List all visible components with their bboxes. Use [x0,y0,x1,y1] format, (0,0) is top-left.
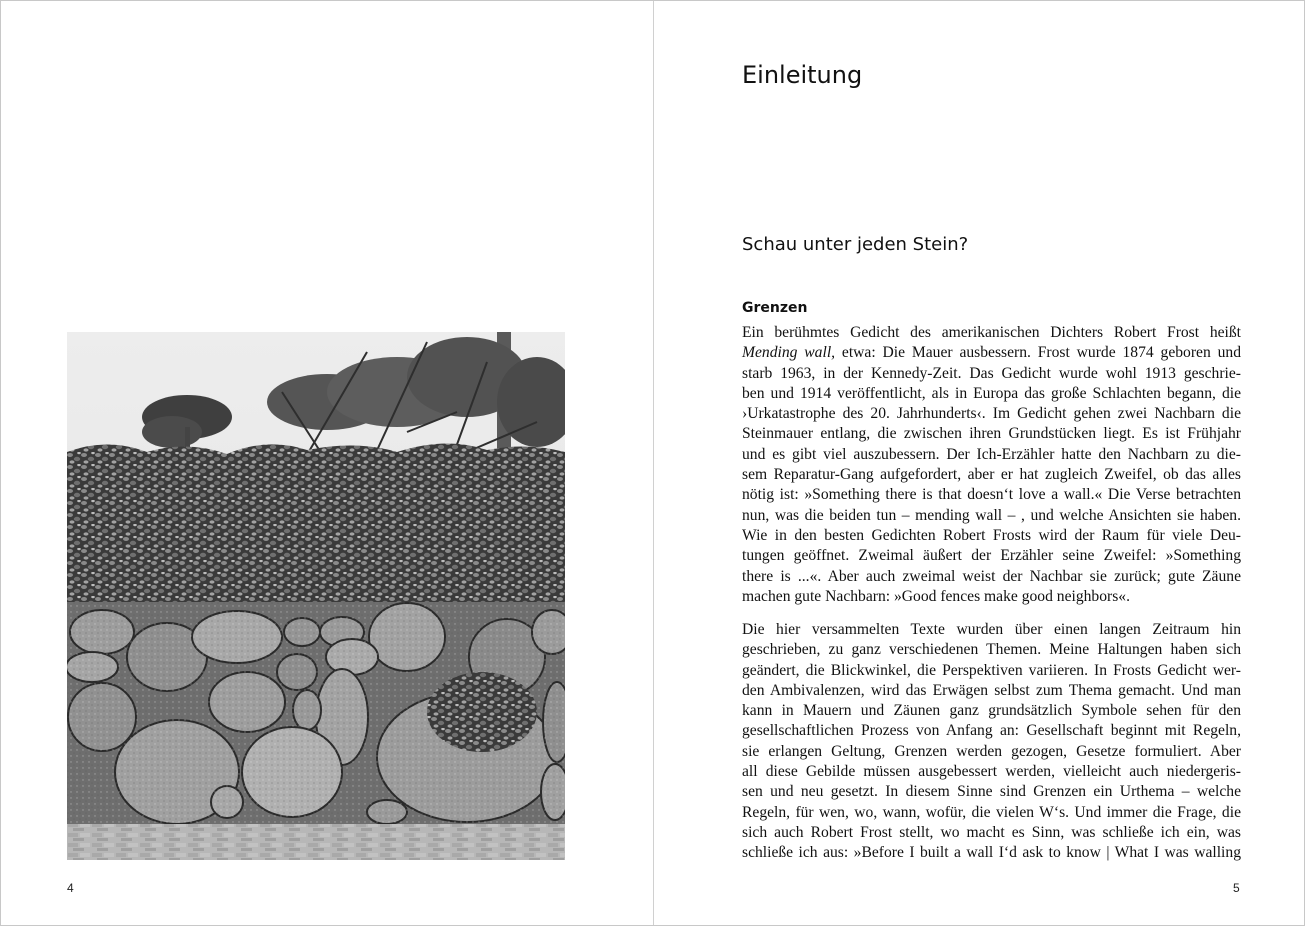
text-line: den Ambivalenzen, wird das Erwägen selbst zum Thema gemacht. Und man [742,681,1241,699]
text-line: starb 1963, in der Kennedy-Zeit. Das Gedicht wurde wohl 1913 geschrie- [742,364,1241,382]
page-gutter [653,1,654,925]
text-line: Regeln, für wen, wo, wann, wofür, die vielen W‘s. Und immer die Frage, die [742,803,1241,821]
text-line: sie erlangen Geltung, Grenzen werden gezogen, Gesetze formuliert. Aber [742,742,1241,760]
text-line: kann in Mauern und Zäunen ganz grundsätzlich Symbole sehen für den [742,702,1241,720]
text-line: ›Urkatastrophe des 20. Jahrhunderts‹. Im Gedicht gehen zwei Nachbarn die [742,405,1241,423]
text-line: und es gibt viel auszubessern. Der Ich-Erzähler hatte den Nachbarn zu die- [742,445,1241,463]
page-number-left: 4 [67,881,74,895]
text-line [742,343,1241,363]
text-span: etwa: Die Mauer ausbessern. Frost wurde 1874 geboren und [835,344,1241,362]
chapter-title: Einleitung [742,61,863,89]
text-line: nötig ist: »Something there is that doesn‘t love a wall.« Die Verse betrachten [742,486,1241,504]
paragraph-1 [742,323,1241,607]
text-line: geändert, die Blickwinkel, die Perspektiven variieren. In Frosts Gedicht wer- [742,661,1241,679]
text-line: geschrieben, zu ganz verschiedenen Themen. Meine Haltungen haben sich [742,641,1241,659]
text-line: Die hier versammelten Texte wurden über einen langen Zeitraum hin [742,621,1241,638]
italic-title: Mending wall, [742,344,836,362]
page-number-right: 5 [1233,881,1240,895]
subsection-heading: Grenzen [742,300,808,316]
stone-wall-photo [67,332,565,860]
section-subtitle: Schau unter jeden Stein? [742,234,969,255]
text-line: schließe ich aus: »Before I built a wall I‘d ask to know | What I was walling [742,844,1241,862]
text-line: all diese Gebilde müssen ausgebessert werden, vielleicht auch niedergeris- [742,763,1241,781]
text-line: ben und 1914 veröffentlicht, als in Europa das große Schlachten begann, die [742,384,1241,402]
paragraph-2 [742,620,1241,864]
text-line: Steinmauer entlang, die zwischen ihren Grundstücken liegt. Es ist Frühjahr [742,425,1241,443]
text-line: sich auch Robert Frost stellt, wo macht es Sinn, was schließe ich ein, was [742,823,1241,841]
text-line: there is ...«. Aber auch zweimal weist der Nachbar sie zurück; gute Zäune [742,567,1241,585]
text-line: nun, was die beiden tun – mending wall – , und welche Ansichten sie haben. [742,506,1241,524]
text-line: sen und neu gesetzt. In diesem Sinne sind Grenzen ein Urthema – welche [742,783,1241,801]
text-line: gesellschaftlichen Prozess von Anfang an: Gesellschaft beginnt mit Regeln, [742,722,1241,740]
text-line: Wie in den besten Gedichten Robert Frosts wird der Raum für viele Deu- [742,526,1241,544]
text-line: sem Reparatur-Gang aufgefordert, aber er hat zugleich Zweifel, ob das alles [742,466,1241,484]
text-line: Ein berühmtes Gedicht des amerikanischen Dichters Robert Frost heißt [742,324,1241,341]
text-line: tungen geöffnet. Zweimal äußert der Erzähler seine Zweifel: »Something [742,547,1241,565]
text-line: machen gute Nachbarn: »Good fences make good neighbors«. [742,587,1130,605]
